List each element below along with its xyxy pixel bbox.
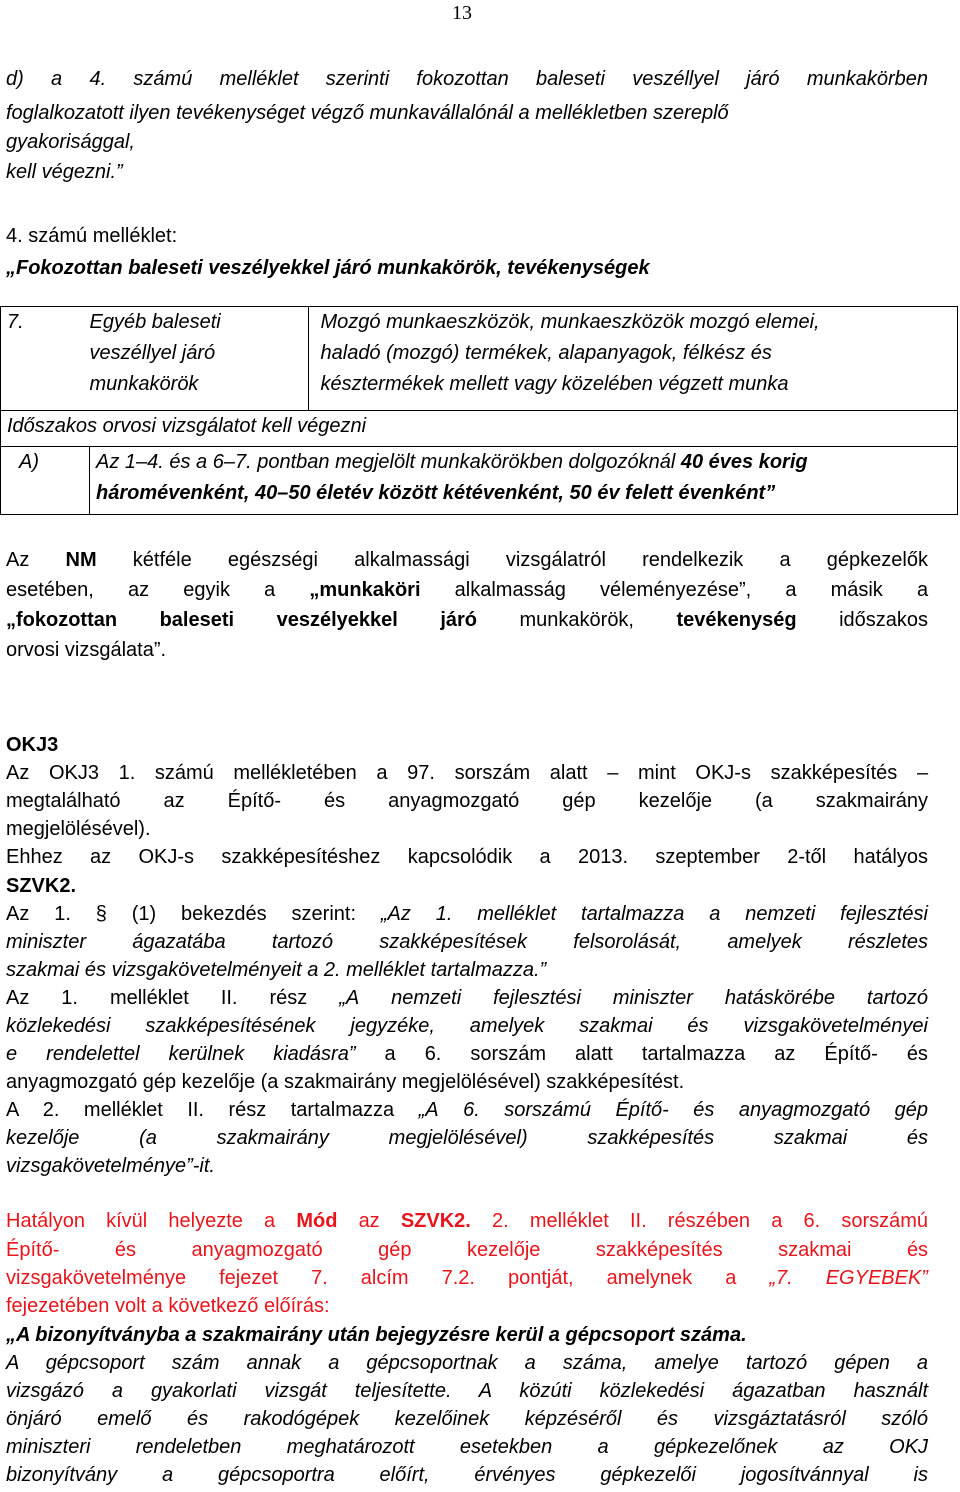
okj-line-2: megtalálható az Építő- és anyagmozgató gép kezelője (a szakmairány bbox=[6, 790, 929, 812]
description-line: Mozgó munkaeszközök, munkaeszközök mozgó elemei, bbox=[320, 311, 820, 333]
repeal-line-5: „A bizonyítványba a szakmairány után bejegyzésre kerül a gépcsoport száma. bbox=[6, 1324, 747, 1346]
okj-line-13: A 2. melléklet II. rész tartalmazza „A 6. sorszámú Építő- és anyagmozgató gép bbox=[6, 1099, 928, 1121]
repeal-line-3: vizsgakövetelménye fejezet 7. alcím 7.2. pontját, amelynek a „7. EGYEBEK” bbox=[6, 1267, 928, 1289]
okj-line-3: megjelölésével). bbox=[6, 818, 151, 840]
a-label: A) bbox=[19, 451, 39, 473]
table-row-number bbox=[1, 307, 90, 411]
repeal-line-2: Építő- és anyagmozgató gép kezelője szakképesítés szakmai és bbox=[6, 1239, 929, 1261]
intro-line-1: d) a 4. számú melléklet szerinti fokozottan baleseti veszéllyel járó munkakörben bbox=[6, 68, 928, 90]
okj-line-7: miniszter ágazatába tartozó szakképesítések felsorolását, amelyek részletes bbox=[6, 931, 929, 953]
repeal-line-9: miniszteri rendeletben meghatározott esetekben a gépkezelőnek az OKJ bbox=[6, 1436, 929, 1458]
table-category-cell bbox=[90, 307, 309, 411]
okj-line-9: Az 1. melléklet II. rész „A nemzeti fejlesztési miniszter hatáskörébe tartozó bbox=[6, 987, 929, 1009]
periodic-exam-text: Időszakos orvosi vizsgálatot kell végezni bbox=[7, 415, 367, 437]
intro-line-2: foglalkozatott ilyen tevékenységet végző munkavállalónál a mellékletben szereplő bbox=[6, 102, 729, 124]
table-description-cell bbox=[308, 307, 958, 411]
row-number: 7. bbox=[7, 311, 24, 333]
intro-line-3: gyakorisággal, bbox=[6, 131, 135, 153]
a-text: Az 1–4. és a 6–7. pontban megjelölt munkakörökben dolgozóknál bbox=[96, 451, 681, 473]
okj-line-14: kezelője (a szakmairány megjelölésével) szakképesítés szakmai és bbox=[6, 1127, 929, 1149]
category-line: veszéllyel járó bbox=[89, 342, 216, 364]
annex-subtitle: „Fokozottan baleseti veszélyekkel járó munkakörök, tevékenységek bbox=[6, 257, 650, 279]
okj-line-11: e rendelettel kerülnek kiadásra” a 6. sorszám alatt tartalmazza az Építő- és bbox=[6, 1043, 928, 1065]
repeal-line-7: vizsgázó a gyakorlati vizsgát teljesítette. A közúti közlekedési ágazatban használt bbox=[6, 1380, 929, 1402]
repeal-line-10: bizonyítvány a gépcsoportra előírt, érvényes gépkezelői jogosítvánnyal is bbox=[6, 1464, 928, 1486]
okj-line-15: vizsgakövetelménye”-it. bbox=[6, 1155, 215, 1177]
repeal-line-4: fejezetében volt a következő előírás: bbox=[6, 1295, 330, 1317]
repeal-line-6: A gépcsoport szám annak a gépcsoportnak a száma, amelye tartozó gépen a bbox=[6, 1352, 929, 1374]
okj-line-5: SZVK2. bbox=[6, 875, 77, 897]
repeal-line-8: önjáró emelő és rakodógépek kezelőinek képzéséről és vizsgáztatásról szóló bbox=[6, 1408, 928, 1430]
intro-line-4: kell végezni.” bbox=[6, 161, 123, 183]
okj-line-6: Az 1. § (1) bekezdés szerint: „Az 1. melléklet tartalmazza a nemzeti fejlesztési bbox=[6, 903, 928, 925]
page-number: 13 bbox=[452, 2, 472, 24]
okj-heading: OKJ3 bbox=[6, 734, 59, 756]
category-line: Egyéb baleseti bbox=[89, 311, 221, 333]
a-label-cell bbox=[1, 447, 90, 515]
description-line: késztermékek mellett vagy közelében végzett munka bbox=[320, 373, 789, 395]
nm-line-1: Az NM kétféle egészségi alkalmassági vizsgálatról rendelkezik a gépkezelők bbox=[6, 549, 928, 571]
annex-title: 4. számú melléklet: bbox=[6, 225, 178, 247]
okj-line-1: Az OKJ3 1. számú mellékletében a 97. sorszám alatt – mint OKJ-s szakképesítés – bbox=[6, 762, 929, 784]
repeal-line-1: Hatályon kívül helyezte a Mód az SZVK2. 2. melléklet II. részében a 6. sorszámú bbox=[6, 1210, 929, 1232]
category-line: munkakörök bbox=[89, 373, 199, 395]
okj-line-12: anyagmozgató gép kezelője (a szakmairány megjelölésével) szakképesítést. bbox=[6, 1071, 685, 1093]
description-line: haladó (mozgó) termékek, alapanyagok, félkész és bbox=[320, 342, 772, 364]
okj-line-10: közlekedési szakképesítésének jegyzéke, amelyek szakmai és vizsgakövetelményei bbox=[6, 1015, 928, 1037]
nm-line-4: orvosi vizsgálata”. bbox=[6, 639, 167, 661]
a-text-bold: 40 éves korig bbox=[680, 451, 808, 473]
nm-line-2: esetében, az egyik a „munkaköri alkalmasság véleményezése”, a másik a bbox=[6, 579, 929, 601]
nm-line-3: „fokozottan baleseti veszélyekkel járó munkakörök, tevékenység időszakos bbox=[6, 609, 929, 631]
periodic-exam-cell bbox=[1, 411, 958, 447]
a-text-bold-line: háromévenként, 40–50 életév között kétévenként, 50 év felett évenként” bbox=[96, 482, 776, 504]
a-text-cell bbox=[90, 447, 958, 515]
okj-line-8: szakmai és vizsgakövetelményeit a 2. melléklet tartalmazza.” bbox=[6, 959, 547, 981]
hazard-table bbox=[0, 306, 958, 515]
okj-line-4: Ehhez az OKJ-s szakképesítéshez kapcsolódik a 2013. szeptember 2-től hatályos bbox=[6, 846, 928, 868]
